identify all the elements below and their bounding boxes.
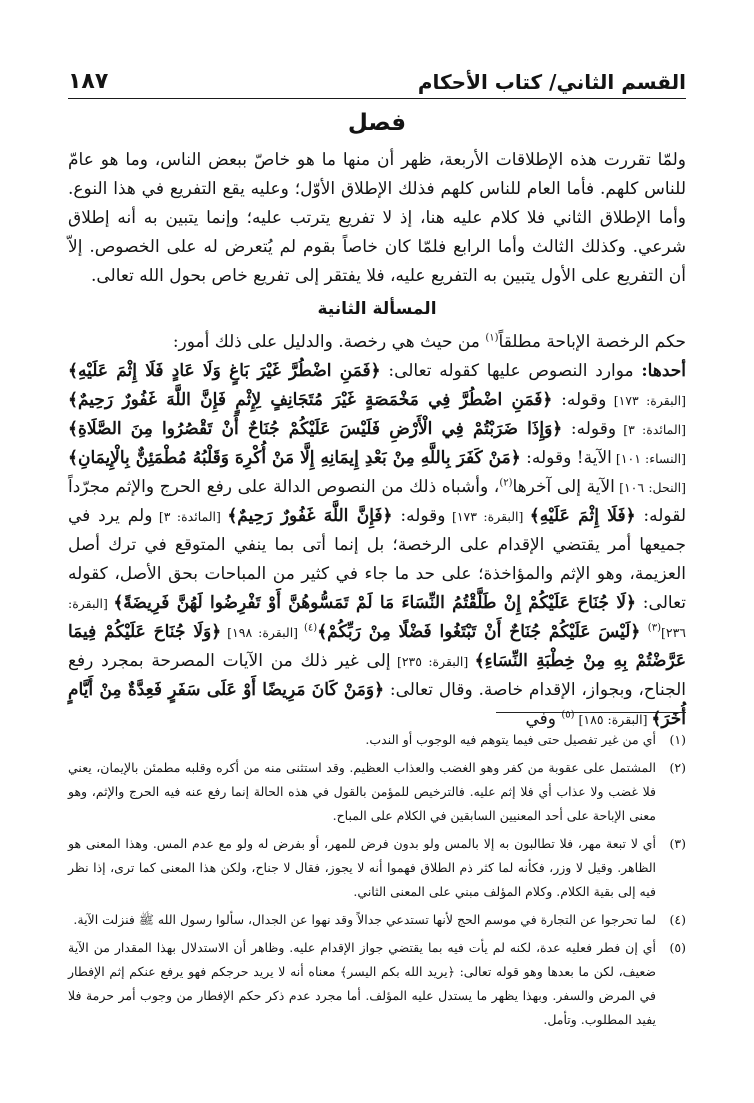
ruling-text: حكم الرخصة الإباحة مطلقاً: [498, 332, 686, 352]
footnote: [68, 936, 686, 1032]
intro-line: عامّ للناس كلهم. فأما العام للناس كلهم فذلك الإطلاق الأوّل؛ وعليه يقع التفريع في هذا: [68, 150, 686, 199]
footnote-number: (٤): [669, 912, 686, 927]
verse-citation: [البقرة: ١٨٥]: [574, 712, 652, 727]
verse-citation: [النحل: ١٠٦]: [614, 480, 687, 495]
quran-quote: ﴿فَمَنِ اضْطُرَّ غَيْرَ بَاغٍ وَلَا عَادٍ فَلَا إِثْمَ عَلَيْهِ﴾: [68, 361, 381, 381]
footnote: [68, 756, 686, 828]
evidence-label: أحدها:: [641, 361, 686, 381]
footnote-number: (٢): [669, 760, 686, 775]
section-heading: فصل: [347, 110, 407, 136]
verse-citation: [البقرة: ١٩٨]: [221, 625, 305, 640]
evidence-text: الآية! وقوله:: [520, 448, 612, 468]
quran-quote: ﴿لَيْسَ عَلَيْكُمْ جُنَاحٌ أَنْ تَبْتَغُوا فَضْلًا مِنْ رَبِّكُمْ﴾: [317, 622, 641, 642]
ruling-paragraph: [68, 328, 686, 357]
evidence-text: ولم يرد في جميعها أمر يقتضي الإقدام على الرخصة؛ بل إنما أتى بما ينفي المتوقع في ترك أصل العزيمة، وهو الإثم والمؤاخذة؛ على حد ما جاء في كثير من المباحات بحق الأصل، كقوله تعالى:: [68, 506, 686, 613]
evidence-paragraph: [68, 357, 686, 734]
verse-citation: [البقرة: ١٧٣]: [445, 509, 530, 524]
quran-quote: ﴿فَلَا إِثْمَ عَلَيْهِ﴾: [529, 506, 636, 526]
verse-citation: [المائدة: ٣]: [152, 509, 228, 524]
evidence-text: [640, 622, 647, 642]
quran-quote: ﴿فَمَنِ اضْطُرَّ فِي مَخْمَصَةٍ غَيْرَ مُتَجَانِفٍ لِإِثْمٍ فَإِنَّ اللَّهَ غَفُورٌ رَحِيمٌ﴾: [68, 390, 553, 410]
evidence-text: وقوله:: [392, 506, 446, 526]
quran-quote: ﴿وَمَنْ كَانَ مَرِيضًا أَوْ عَلَى سَفَرٍ فَعِدَّةٌ مِنْ أَيَّامٍ أُخَرَ﴾: [68, 680, 686, 729]
evidence-text: وقوله:: [562, 419, 617, 439]
evidence-text: ، وأشباه ذلك من النصوص الدالة على رفع الحرج والإثم مجرّداً لقوله:: [68, 477, 686, 526]
quran-quote: ﴿لَا جُنَاحَ عَلَيْكُمْ إِنْ طَلَّقْتُمُ النِّسَاءَ مَا لَمْ تَمَسُّوهُنَّ أَوْ تَفْرِضُوا لَهُنَّ فَرِيضَةً﴾: [113, 593, 636, 613]
verse-citation: [النساء: ١٠١]: [611, 451, 687, 466]
footnote-text: أي من غير تفصيل حتى فيما يتوهم فيه الوجوب أو الندب.: [365, 732, 656, 747]
masala-heading: المسألة الثانية: [317, 299, 437, 319]
evidence-text: موارد النصوص عليها كقوله تعالى:: [380, 361, 642, 381]
verse-citation: [البقرة: ٢٣٦]: [68, 596, 687, 640]
footnote-number: (٣): [669, 836, 686, 851]
quran-quote: ﴿وَإِذَا ضَرَبْتُمْ فِي الْأَرْضِ فَلَيْسَ عَلَيْكُمْ جُنَاحٌ أَنْ تَقْصُرُوا مِنَ الصَّلَاةِ﴾: [68, 419, 563, 439]
footnote-divider: [496, 712, 686, 713]
ruling-text: من حيث هي رخصة. والدليل على ذلك أمور:: [172, 332, 486, 352]
page-number: ١٨٧: [68, 69, 109, 94]
quran-quote: ﴿مَنْ كَفَرَ بِاللَّهِ مِنْ بَعْدِ إِيمَانِهِ إِلَّا مَنْ أُكْرِهَ وَقَلْبُهُ مُطْمَئِنٌّ بِالْإِيمَانِ﴾: [68, 448, 521, 468]
footnote: [68, 728, 686, 752]
running-header: [68, 58, 686, 99]
footnotes: [68, 728, 686, 1036]
footnote-number: (٥): [669, 940, 686, 955]
verse-citation: [المائدة: ٣]: [616, 422, 687, 437]
evidence-text: إلى غير ذلك من الآيات المصرحة بمجرد رفع الجناح، وبجواز، الإقدام خاصة. وقال تعالى:: [68, 651, 686, 700]
intro-line: النوع. وأما الإطلاق الثاني فلا كلام عليه هنا، إذ لا تفريع يترتب عليه؛ وإنما يتبين به أنه: [68, 179, 687, 228]
quran-quote: ﴿وَلَا جُنَاحَ عَلَيْكُمْ فِيمَا عَرَّضْتُمْ بِهِ مِنْ خِطْبَةِ النِّسَاءِ﴾: [68, 622, 686, 671]
evidence-text: وقوله:: [552, 390, 607, 410]
footnote-ref: (٥): [561, 709, 575, 721]
footnote-ref: (٢): [499, 477, 513, 489]
quran-quote: ﴿فَإِنَّ اللَّهَ غَفُورٌ رَحِيمٌ﴾: [227, 506, 393, 526]
intro-line: ولمّا تقررت هذه الإطلاقات الأربعة، ظهر أن منها ما هو خاصّ ببعض الناس، وما هو: [100, 150, 687, 170]
intro-line: إطلاق شرعي. وكذلك الثالث وأما الرابع فلمّا كان خاصاً بقوم لم يُتعرض له على الخصوص.: [68, 208, 686, 257]
footnote-ref: (١): [485, 332, 499, 344]
footnote: [68, 908, 686, 932]
verse-citation: [البقرة: ١٧٣]: [606, 393, 687, 408]
header-title: القسم الثاني/ كتاب الأحكام: [417, 70, 686, 94]
evidence-text: وفي: [525, 709, 562, 729]
verse-citation: [البقرة: ٢٣٥]: [390, 654, 475, 669]
footnote-text: المشتمل على عقوبة من كفر وهو الغضب والعذاب العظيم. وقد استثنى منه من أكره وقلبه مطمئن بالإيمان، يعني فلا غضب ولا عذاب أي فلا إثم عليه. فالترخيص للمؤمن بالقول في هذه الحالة إنما رفع عنه فيه الحرج والإثم، وهو معنى الإباحة على أحد المعنيين السابقين في الكلام على المباح.: [68, 760, 656, 823]
footnote-text: لما تحرجوا عن التجارة في موسم الحج لأنها تستدعي جدالاً وقد نهوا عن الجدال، سألوا رسول الله ﷺ فنزلت الآية.: [73, 912, 656, 927]
intro-paragraph: [68, 146, 686, 291]
footnote: [68, 832, 686, 904]
footnote-ref: (٣): [647, 622, 661, 634]
intro-line: إلاّ أن التفريع على الأول يتبين به التفريع عليه، فلا يفتقر إلى تفريع خاص بحول الله تعالى.: [68, 237, 686, 286]
footnote-number: (١): [669, 732, 686, 747]
footnote-text: أي إن فطر فعليه عدة، لكنه لم يأت فيه بما يقتضي جواز الإقدام عليه. وظاهر أن الاستدلال بهذا المقدار من الآية ضعيف، لكن ما بعدها وهو قوله تعالى: ﴿يريد الله بكم اليسر﴾ معناه أنه لا يريد حرجكم فهو يرفع عنكم إثم الإفطار في المرض والسفر. وبهذا يظهر ما يستدل عليه المؤلف. أما مجرد عدم ذكر حكم الإفطار من وجوب أمر حرمة فلا يفيد المطلوب. وتأمل.: [68, 940, 656, 1027]
main-text: [68, 146, 686, 734]
footnote-ref: (٤): [304, 622, 318, 634]
evidence-text: الآية إلى آخرها: [512, 477, 615, 497]
footnote-text: أي لا تبعة مهر، فلا تطالبون به إلا بالمس ولو بدون فرض للمهر، أو بفرض له ولو مع عدم المس. وهذا المعنى هو الظاهر. وقيل لا وزر، فكأنه لما كثر ذم الطلاق فهموا أنه لا يجوز، فقال لا جناح، ولكن هذا المعنى كما ترى، إذا نظر فيه إلى بقية الكلام. وكلام المؤلف مبني على المعنى الثاني.: [68, 836, 656, 899]
